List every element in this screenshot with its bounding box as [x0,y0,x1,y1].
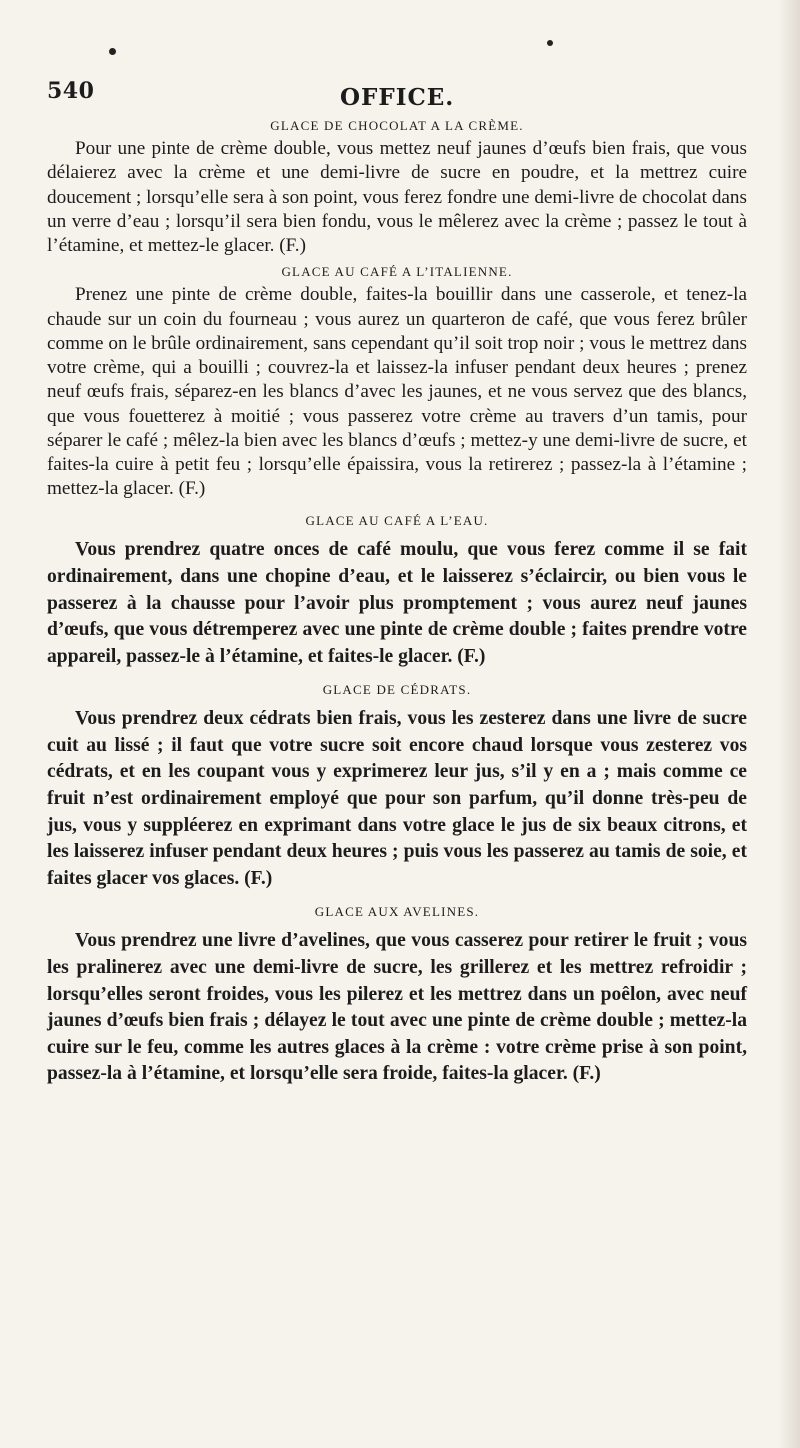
section-text-cafe-eau: Vous prendrez quatre onces de café moulu, que vous ferez comme il se fait ordinairement, dans une chopine d’eau, et le laisserez s’éclaircir, ou bien vous le passerez à la chausse pour l’avoir plus promptement ; vous aurez neuf jaunes d’œufs, que vous détremperez avec une pinte de crème double ; faites prendre votre appareil, passez-le à l’étamine, et faites-le glacer. (F.) [47,539,747,667]
section-text-avelines: Vous prendrez une livre d’avelines, que vous casserez pour retirer le fruit ; vous les pralinerez avec une demi-livre de sucre, les grillerez et les mettrez refroidir ; lorsqu’elles seront froides, vous les pilerez et les mettrez dans un poêlon, avec neuf jaunes d’œufs bien frais ; délayez le tout avec une pinte de crème double ; mettez-la cuire sur le feu, comme les autres glaces à la crème : votre crème prise à son point, passez-la à l’étamine, et lorsqu’elle sera froide, faites-la glacer. (F.) [47,930,747,1085]
page-body [47,118,747,1094]
section-title-avelines: GLACE AUX AVELINES. [314,904,480,920]
running-title: OFFICE. [340,84,455,111]
section-text-cedrats: Vous prendrez deux cédrats bien frais, vous les zesterez dans une livre de sucre cuit au lissé ; il faut que votre sucre soit encore chaud lorsque vous zesterez vos cédrats, et en les coupant vous y exprimerez leur jus, s’il y en a ; mais comme ce fruit n’est ordinairement employé que pour son parfum, qu’il donne très-peu de jus, vous y suppléerez en exprimant dans votre glace le jus de six beaux citrons, et les laisserez infuser pendant deux heures ; puis vous les passerez au tamis de soie, et faites glacer vos glaces. (F.) [47,708,747,889]
section-title-chocolat: GLACE DE CHOCOLAT A LA CRÈME. [270,118,524,133]
page-number: 540 [47,78,95,104]
ink-speck [109,48,116,55]
section-text-chocolat: Pour une pinte de crème double, vous mettez neuf jaunes d’œufs bien frais, que vous délaierez avec la crème et une demi-livre de sucre en poudre, et la mettrez cuire doucement ; lorsqu’elle sera à son point, vous ferez fondre une demi-livre de chocolat dans un verre d’eau ; lorsqu’il sera bien fondu, vous le mêlerez avec la crème ; passez le tout à l’étamine, et mettez-le glacer. (F.) [47,138,747,257]
page-edge-shadow [778,0,800,1448]
section-title-cafe-italienne: GLACE AU CAFÉ A L’ITALIENNE. [281,264,513,280]
section-title-cedrats: GLACE DE CÉDRATS. [322,682,472,698]
section-text-cafe-italienne: Prenez une pinte de crème double, faites-la bouillir dans une casserole, et tenez-la chaude sur un coin du fourneau ; vous aurez un quarteron de café, que vous ferez brûler comme on le brûle ordinairement, sans cependant qu’il soit trop noir ; vous le mettrez dans votre crème, qui a bouilli ; couvrez-la et laissez-la infuser pendant deux heures ; prenez neuf œufs frais, séparez-en les blancs d’avec les jaunes, et ne vous servez que des blancs, que vous fouetterez à moitié ; vous passerez votre crème au travers d’un tamis, pour séparer le café ; mêlez-la bien avec les blancs d’œufs ; mettez-y une demi-livre de sucre, et faites-la cuire à petit feu ; lorsqu’elle épaissira, vous la retirerez ; passez-la à l’étamine ; mettez-la glacer. (F.) [47,284,747,500]
section-title-cafe-eau: GLACE AU CAFÉ A L’EAU. [305,513,489,529]
ink-speck [547,40,553,46]
